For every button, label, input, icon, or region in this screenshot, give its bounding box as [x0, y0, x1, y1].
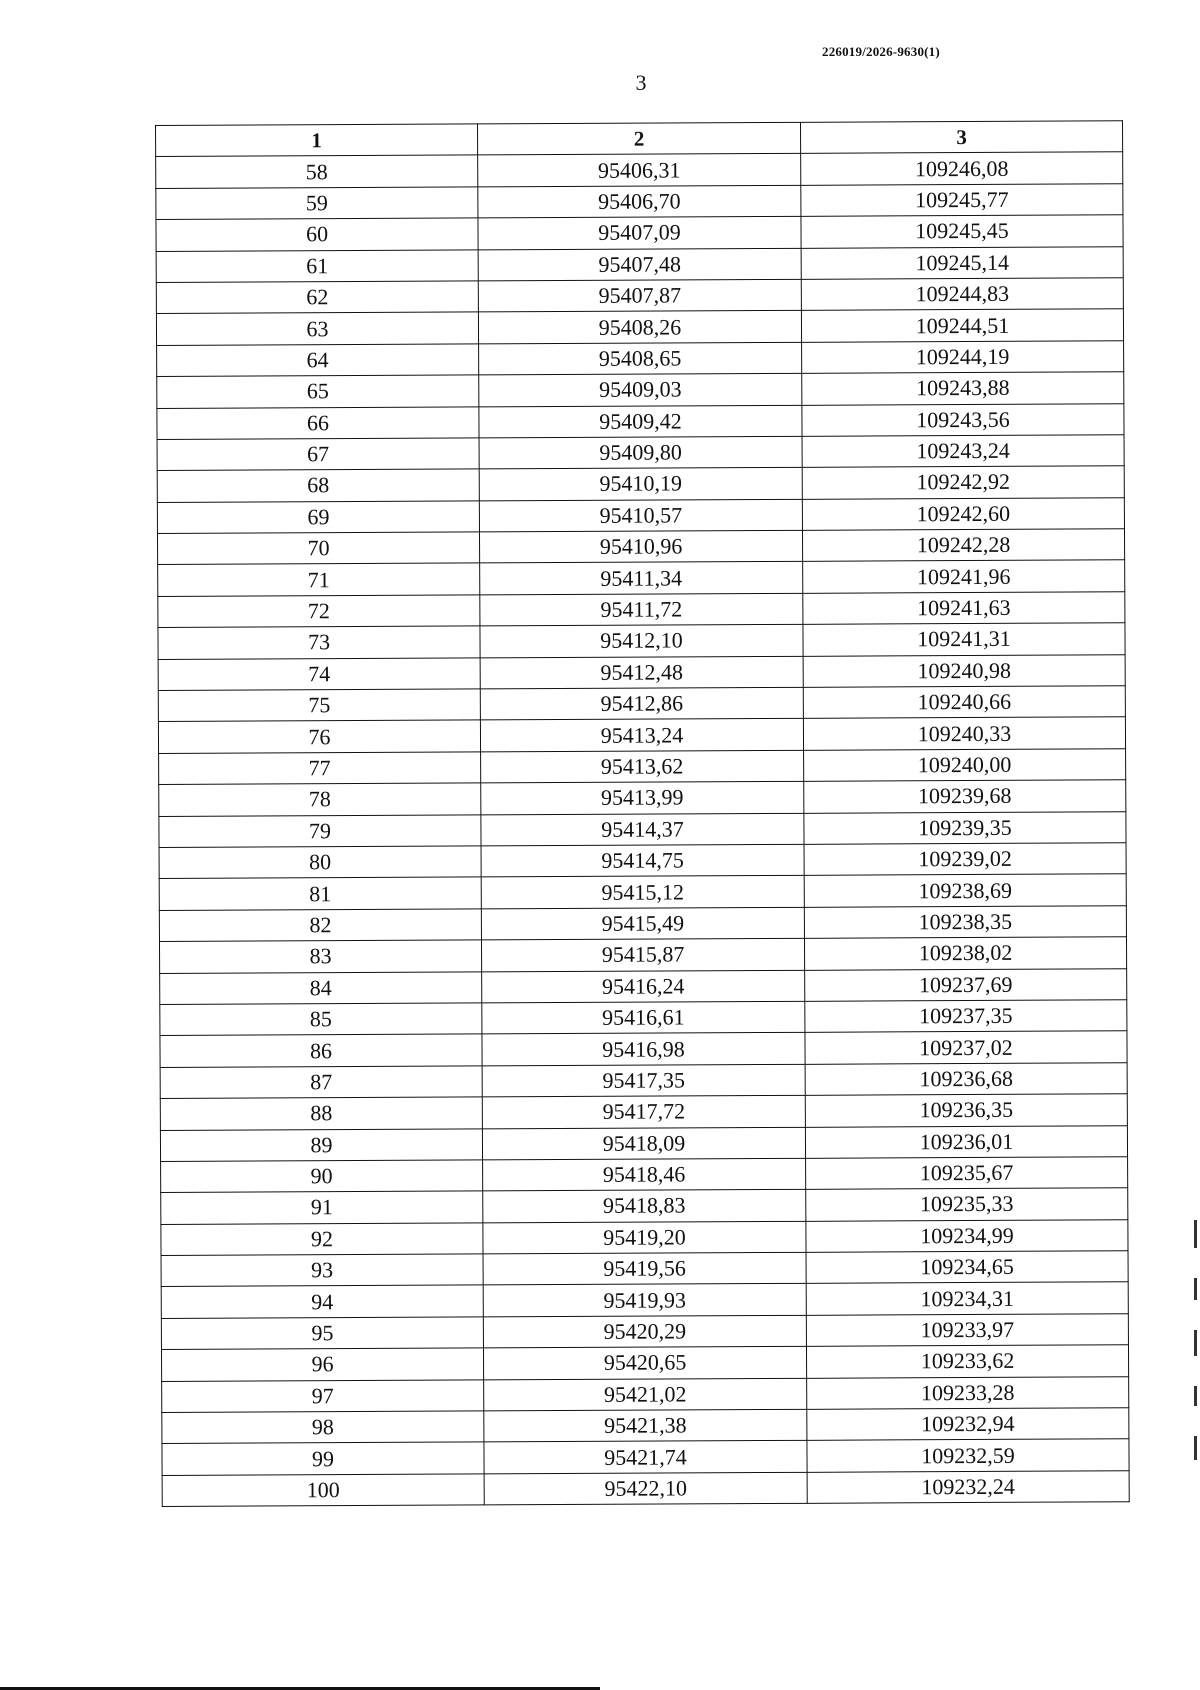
table-cell-col-3: 109241,96 — [803, 560, 1125, 593]
table-cell-col-3: 109238,69 — [804, 874, 1126, 907]
table-cell-col-3: 109233,28 — [807, 1376, 1129, 1409]
table-row — [159, 749, 1126, 785]
table-cell-col-2: 95414,75 — [481, 844, 804, 877]
table-cell-col-2: 95416,24 — [482, 970, 805, 1003]
table-row — [160, 1125, 1127, 1161]
table-cell-col-2: 95414,37 — [481, 813, 804, 846]
table-row — [161, 1345, 1128, 1381]
page-number: 3 — [635, 70, 647, 95]
table-cell-col-2: 95410,57 — [479, 499, 802, 532]
table-row — [158, 623, 1125, 659]
table-cell-col-3: 109236,01 — [805, 1125, 1127, 1158]
table-cell-col-1: 70 — [157, 532, 479, 565]
table-row — [156, 278, 1123, 314]
table-cell-col-3: 109244,51 — [801, 309, 1123, 342]
table-cell-col-1: 92 — [161, 1223, 483, 1256]
table-row — [162, 1439, 1129, 1475]
table-cell-col-3: 109241,63 — [803, 592, 1125, 625]
table-cell-col-2: 95420,29 — [483, 1315, 806, 1348]
column-header-3: 3 — [800, 121, 1122, 154]
table-cell-col-1: 95 — [161, 1317, 483, 1350]
table-row — [159, 811, 1126, 847]
table-cell-col-1: 88 — [160, 1097, 482, 1130]
table-cell-col-1: 77 — [159, 752, 481, 785]
table-cell-col-1: 99 — [162, 1442, 484, 1475]
table-cell-col-3: 109244,83 — [801, 278, 1123, 311]
table-row — [156, 152, 1123, 188]
table-cell-col-3: 109240,00 — [804, 749, 1126, 782]
table-cell-col-3: 109240,98 — [803, 654, 1125, 687]
table-cell-col-3: 109239,02 — [804, 843, 1126, 876]
table-header — [156, 121, 1123, 157]
table-cell-col-3: 109243,56 — [802, 403, 1124, 436]
table-cell-col-3: 109234,31 — [806, 1282, 1128, 1315]
table-cell-col-2: 95411,72 — [480, 593, 803, 626]
table-cell-col-1: 83 — [159, 940, 481, 973]
table-cell-col-2: 95418,83 — [483, 1190, 806, 1223]
table-cell-col-3: 109235,67 — [806, 1157, 1128, 1190]
table-cell-col-1: 82 — [159, 909, 481, 942]
table-cell-col-3: 109243,24 — [802, 435, 1124, 468]
table-cell-col-1: 98 — [162, 1411, 484, 1444]
table-row — [161, 1314, 1128, 1350]
table-cell-col-1: 67 — [157, 438, 479, 471]
table-cell-col-1: 93 — [161, 1254, 483, 1287]
table-cell-col-3: 109242,60 — [802, 497, 1124, 530]
table-cell-col-3: 109238,02 — [804, 937, 1126, 970]
table-cell-col-3: 109242,92 — [802, 466, 1124, 499]
table-cell-col-2: 95413,62 — [481, 750, 804, 783]
table-cell-col-3: 109237,69 — [805, 968, 1127, 1001]
table-cell-col-3: 109239,68 — [804, 780, 1126, 813]
table-cell-col-2: 95419,20 — [483, 1221, 806, 1254]
table-row — [161, 1157, 1128, 1193]
table-cell-col-3: 109237,35 — [805, 1000, 1127, 1033]
table-cell-col-2: 95421,74 — [484, 1441, 807, 1474]
table-row — [158, 686, 1125, 722]
table-cell-col-2: 95408,65 — [479, 342, 802, 375]
table-cell-col-2: 95411,34 — [480, 562, 803, 595]
table-row — [157, 435, 1124, 471]
scan-edge-marks — [1194, 1220, 1198, 1560]
table-cell-col-2: 95417,72 — [482, 1095, 805, 1128]
table-cell-col-1: 71 — [158, 563, 480, 596]
table-row — [161, 1251, 1128, 1287]
table-cell-col-1: 91 — [161, 1191, 483, 1224]
table-cell-col-2: 95421,38 — [484, 1409, 807, 1442]
table-cell-col-3: 109239,35 — [804, 811, 1126, 844]
table-cell-col-1: 100 — [162, 1474, 484, 1507]
table-cell-col-1: 96 — [161, 1348, 483, 1381]
table-row — [159, 937, 1126, 973]
table-row — [157, 497, 1124, 533]
table-row — [158, 560, 1125, 596]
table-row — [161, 1219, 1128, 1255]
table-row — [160, 1062, 1127, 1098]
table-cell-col-1: 61 — [156, 249, 478, 282]
table-cell-col-1: 62 — [156, 281, 478, 314]
table-cell-col-2: 95415,12 — [481, 876, 804, 909]
table-row — [160, 1031, 1127, 1067]
table-cell-col-1: 89 — [160, 1128, 482, 1161]
table-cell-col-1: 76 — [158, 720, 480, 753]
table-row — [162, 1471, 1129, 1507]
table-row — [162, 1376, 1129, 1412]
table-cell-col-1: 64 — [157, 344, 479, 377]
table-cell-col-2: 95407,48 — [478, 248, 801, 281]
table-cell-col-2: 95418,46 — [483, 1158, 806, 1191]
table-cell-col-3: 109237,02 — [805, 1031, 1127, 1064]
table-body — [156, 152, 1130, 1507]
document-id: 226019/2026-9630(1) — [822, 44, 940, 59]
table-row — [159, 843, 1126, 879]
table-cell-col-2: 95419,93 — [483, 1284, 806, 1317]
table-cell-col-3: 109235,33 — [806, 1188, 1128, 1221]
table-cell-col-3: 109232,94 — [807, 1408, 1129, 1441]
table-cell-col-3: 109232,24 — [807, 1471, 1129, 1504]
table-cell-col-1: 73 — [158, 626, 480, 659]
table-cell-col-1: 78 — [159, 783, 481, 816]
header-row — [156, 121, 1123, 157]
table-row — [161, 1282, 1128, 1318]
table-cell-col-2: 95409,42 — [479, 405, 802, 438]
table-cell-col-3: 109234,65 — [806, 1251, 1128, 1284]
table-row — [162, 1408, 1129, 1444]
table-cell-col-1: 81 — [159, 877, 481, 910]
table-cell-col-1: 94 — [161, 1285, 483, 1318]
table-cell-col-2: 95420,65 — [483, 1347, 806, 1380]
table-cell-col-2: 95409,80 — [479, 436, 802, 469]
table-row — [158, 717, 1125, 753]
table-cell-col-1: 84 — [160, 971, 482, 1004]
table-cell-col-2: 95419,56 — [483, 1252, 806, 1285]
table-cell-col-1: 60 — [156, 218, 478, 251]
table-cell-col-2: 95410,19 — [479, 468, 802, 501]
table-cell-col-2: 95412,86 — [480, 687, 803, 720]
table-cell-col-1: 63 — [156, 312, 478, 345]
table-row — [157, 466, 1124, 502]
table-row — [160, 1094, 1127, 1130]
table-cell-col-1: 97 — [162, 1380, 484, 1413]
table-row — [157, 403, 1124, 439]
table-row — [156, 184, 1123, 220]
table-row — [156, 246, 1123, 282]
table-cell-col-3: 109240,66 — [803, 686, 1125, 719]
table-cell-col-2: 95412,48 — [480, 656, 803, 689]
table-cell-col-2: 95418,09 — [482, 1127, 805, 1160]
table-cell-col-1: 65 — [157, 375, 479, 408]
table-cell-col-2: 95407,09 — [478, 217, 801, 250]
table-cell-col-2: 95417,35 — [482, 1064, 805, 1097]
table-cell-col-3: 109245,14 — [801, 246, 1123, 279]
table-row — [157, 372, 1124, 408]
table-cell-col-3: 109238,35 — [804, 906, 1126, 939]
table-cell-col-1: 58 — [156, 155, 478, 188]
table-cell-col-1: 85 — [160, 1003, 482, 1036]
table-cell-col-3: 109241,31 — [803, 623, 1125, 656]
table-cell-col-2: 95415,49 — [481, 907, 804, 940]
table-row — [158, 592, 1125, 628]
table-row — [159, 874, 1126, 910]
table-cell-col-3: 109246,08 — [801, 152, 1123, 185]
column-header-1: 1 — [156, 124, 478, 157]
table-cell-col-3: 109236,68 — [805, 1062, 1127, 1095]
table-cell-col-3: 109234,99 — [806, 1219, 1128, 1252]
table-cell-col-3: 109244,19 — [802, 341, 1124, 374]
table-cell-col-3: 109243,88 — [802, 372, 1124, 405]
table-row — [157, 529, 1124, 565]
table-cell-col-3: 109233,62 — [806, 1345, 1128, 1378]
column-header-2: 2 — [477, 122, 800, 155]
table-cell-col-2: 95412,10 — [480, 625, 803, 658]
table-cell-col-1: 66 — [157, 406, 479, 439]
table-cell-col-1: 86 — [160, 1034, 482, 1067]
table-row — [158, 654, 1125, 690]
table-cell-col-2: 95416,61 — [482, 1001, 805, 1034]
table-cell-col-1: 69 — [157, 501, 479, 534]
table-cell-col-3: 109240,33 — [803, 717, 1125, 750]
table-cell-col-1: 75 — [158, 689, 480, 722]
table-row — [159, 906, 1126, 942]
table-cell-col-2: 95407,87 — [478, 279, 801, 312]
table-row — [156, 215, 1123, 251]
table-cell-col-2: 95409,03 — [479, 373, 802, 406]
table-cell-col-1: 87 — [160, 1066, 482, 1099]
table-cell-col-1: 59 — [156, 187, 478, 220]
table-cell-col-2: 95422,10 — [484, 1472, 807, 1505]
table-cell-col-1: 79 — [159, 815, 481, 848]
table-row — [160, 968, 1127, 1004]
table-cell-col-3: 109232,59 — [807, 1439, 1129, 1472]
table-cell-col-3: 109245,77 — [801, 184, 1123, 217]
table-row — [157, 341, 1124, 377]
table-row — [156, 309, 1123, 345]
table-cell-col-1: 74 — [158, 658, 480, 691]
table-cell-col-1: 72 — [158, 595, 480, 628]
table-cell-col-2: 95413,24 — [480, 719, 803, 752]
table-row — [160, 1000, 1127, 1036]
table-cell-col-3: 109233,97 — [806, 1314, 1128, 1347]
table-cell-col-2: 95406,70 — [478, 185, 801, 218]
table-cell-col-3: 109242,28 — [802, 529, 1124, 562]
coordinates-table — [155, 120, 1130, 1507]
table-cell-col-2: 95416,98 — [482, 1033, 805, 1066]
table-cell-col-3: 109236,35 — [805, 1094, 1127, 1127]
table-row — [161, 1188, 1128, 1224]
table-cell-col-1: 90 — [161, 1160, 483, 1193]
table-cell-col-2: 95406,31 — [478, 154, 801, 187]
table-cell-col-1: 68 — [157, 469, 479, 502]
table-cell-col-2: 95408,26 — [478, 311, 801, 344]
table-cell-col-2: 95410,96 — [479, 530, 802, 563]
table-cell-col-2: 95413,99 — [481, 782, 804, 815]
table-cell-col-2: 95421,02 — [484, 1378, 807, 1411]
table-cell-col-2: 95415,87 — [481, 938, 804, 971]
table-cell-col-3: 109245,45 — [801, 215, 1123, 248]
table-row — [159, 780, 1126, 816]
table-cell-col-1: 80 — [159, 846, 481, 879]
